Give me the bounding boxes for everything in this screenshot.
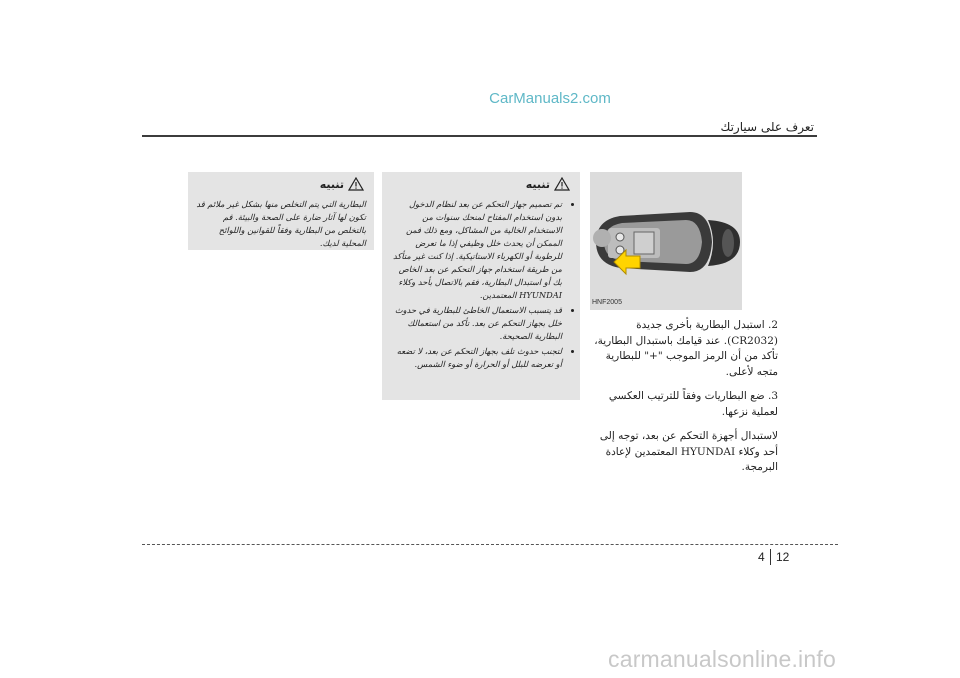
page-number: 12 <box>776 550 790 564</box>
page-number-separator <box>770 549 771 565</box>
footer-rule <box>142 544 838 545</box>
reprogram-note: لاستبدال أجهزة التحكم عن بعد، توجه إلى أحد وكلاء HYUNDAI المعتمدين لإعادة البرمجة. <box>599 430 778 473</box>
caution-title: تنبيه <box>525 178 550 191</box>
chapter-number: 4 <box>758 550 765 564</box>
watermark-bottom: carmanualsonline.info <box>608 646 836 672</box>
caution-box-remote <box>382 172 580 400</box>
watermark-top: CarManuals2.com <box>489 90 611 107</box>
section-title: تعرف على سيارتك <box>720 120 814 134</box>
caution-box-battery-disposal <box>188 172 374 250</box>
header-rule <box>142 135 817 137</box>
key-fob-illustration <box>590 172 742 310</box>
step-2: 2. استبدل البطارية بأخرى جديدة (CR2032). عند قيامك باستبدال البطارية، تأكد من أن الرمز الموجب "+" للبطارية متجه لأعلى. <box>594 319 778 378</box>
caution-item: • قد يتسبب الاستعمال الخاطئ للبطارية في حدوث خلل بجهاز التحكم عن بعد. تأكد من استعمالك البطارية الصحيحة. <box>390 304 562 343</box>
step-3: 3. ضع البطاريات وفقاً للترتيب العكسي لعملية نزعها. <box>608 390 778 418</box>
key-fob-drawing <box>590 172 742 310</box>
warning-triangle-icon <box>348 177 364 191</box>
caution-item: • تم تصميم جهاز التحكم عن بعد لنظام الدخول بدون استخدام المفتاح لمنحك سنوات من الاستخدام الخالية من المشاكل، ومع ذلك فمن الممكن أن يحدث خلل وظيفي إذا ما تعرض للرطوبة أو الكهرباء الاستاتيكية. إذا كنت غير متأكد من طريقة استخدام جهاز التحكم عن بعد الخاص بك أو استبدال البطارية، فقم بالاتصال بأحد وكلاء HYUNDAI المعتمدين. <box>390 198 562 302</box>
battery-steps <box>588 318 778 485</box>
caution-text: البطارية التي يتم التخلص منها بشكل غير ملائم قد تكون لها آثار ضارة على الصحة والبيئة. قم بالتخلص من البطارية وفقاً للقوانين واللوائح المحلية لديك. <box>196 199 366 248</box>
caution-title: تنبيه <box>319 178 344 191</box>
caution-item: • لتجنب حدوث تلف بجهاز التحكم عن بعد، لا تضعه أو تعرضه للبلل أو الحرارة أو ضوء الشمس. <box>390 345 562 371</box>
warning-triangle-icon <box>554 177 570 191</box>
image-code: HNF2005 <box>592 299 622 306</box>
